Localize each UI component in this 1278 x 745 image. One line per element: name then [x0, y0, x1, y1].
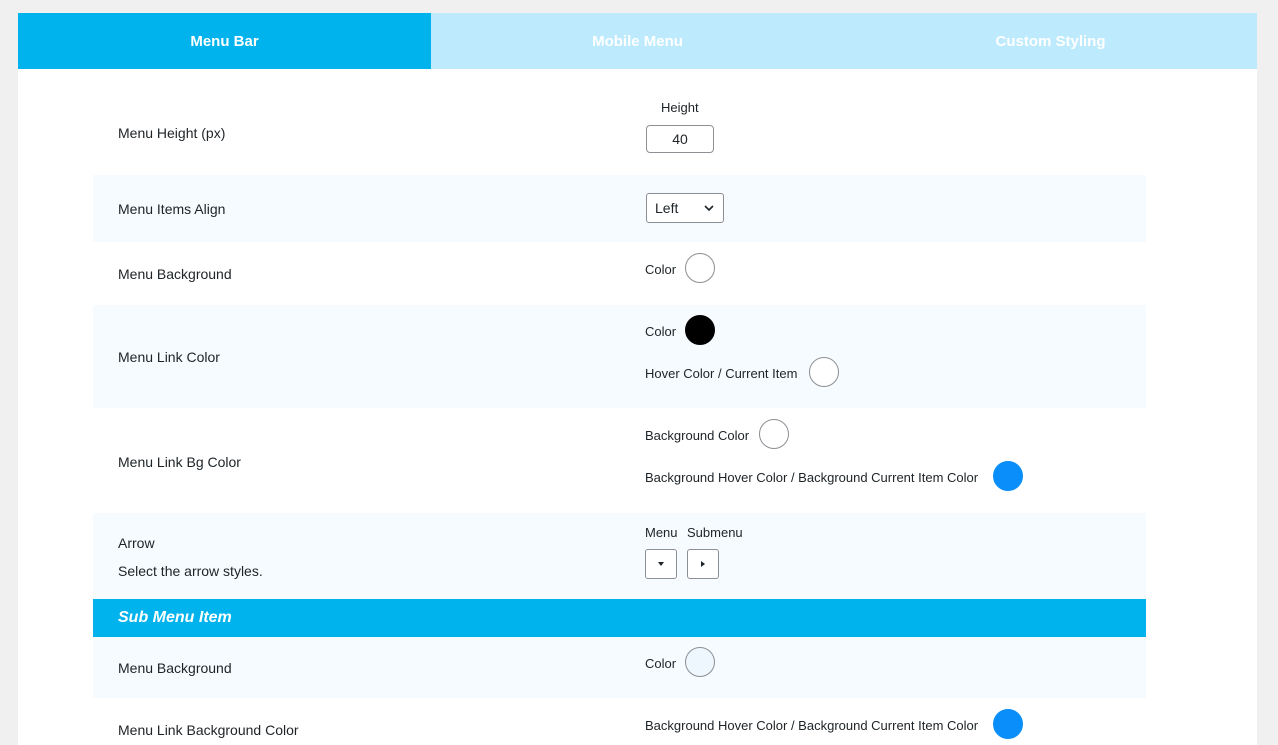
- menu-height-label: Menu Height (px): [118, 125, 226, 141]
- submenu-link-bg-hover-label: Background Hover Color / Background Current Item Color: [645, 718, 979, 733]
- row-link-color: [93, 305, 1146, 408]
- link-hover-color-label: Hover Color / Current Item: [645, 366, 798, 381]
- tab-mobile-menu[interactable]: Mobile Menu: [592, 32, 683, 50]
- link-bg-label: Menu Link Bg Color: [118, 454, 241, 470]
- sub-menu-heading-text: Sub Menu Item: [118, 609, 232, 626]
- arrow-description: Select the arrow styles.: [118, 563, 263, 579]
- submenu-background-swatch[interactable]: [685, 647, 715, 677]
- submenu-background-label: Menu Background: [118, 660, 232, 676]
- items-align-select[interactable]: [646, 193, 724, 223]
- arrow-menu-label: Menu: [645, 525, 678, 540]
- menu-background-color-swatch[interactable]: [685, 253, 715, 283]
- link-color-swatch[interactable]: [685, 315, 715, 345]
- chevron-down-icon: [703, 202, 715, 214]
- arrow-submenu-label: Submenu: [687, 525, 743, 540]
- tab-bar: [18, 13, 1257, 69]
- submenu-arrow-picker[interactable]: [687, 549, 719, 579]
- link-bg-color-swatch[interactable]: [759, 419, 789, 449]
- sub-menu-section-heading: [93, 599, 1146, 637]
- link-bg-hover-label: Background Hover Color / Background Current Item Color: [645, 470, 979, 485]
- submenu-link-bg-label: Menu Link Background Color: [118, 722, 299, 738]
- row-menu-background: [93, 243, 1146, 304]
- row-link-bg: [93, 409, 1146, 512]
- row-submenu-link-bg: [93, 699, 1146, 745]
- arrow-label: Arrow: [118, 535, 155, 551]
- height-field-label: Height: [661, 100, 699, 115]
- triangle-right-icon: [699, 560, 707, 568]
- menu-background-label: Menu Background: [118, 266, 232, 282]
- link-color-label: Menu Link Color: [118, 349, 220, 365]
- link-hover-color-swatch[interactable]: [809, 357, 839, 387]
- submenu-background-color-label: Color: [645, 656, 677, 671]
- items-align-label: Menu Items Align: [118, 201, 226, 217]
- tab-menu-bar[interactable]: Menu Bar: [18, 13, 431, 69]
- submenu-link-bg-hover-swatch[interactable]: [993, 709, 1023, 739]
- row-arrow: [93, 513, 1146, 599]
- row-submenu-background: [93, 637, 1146, 698]
- link-bg-hover-swatch[interactable]: [993, 461, 1023, 491]
- triangle-down-icon: [657, 560, 665, 568]
- menu-background-color-label: Color: [645, 262, 677, 277]
- menu-arrow-picker[interactable]: [645, 549, 677, 579]
- items-align-selected: Left: [655, 200, 679, 216]
- link-bg-color-label: Background Color: [645, 428, 750, 443]
- row-items-align: [93, 175, 1146, 242]
- tab-custom-styling[interactable]: Custom Styling: [995, 32, 1106, 50]
- menu-height-input[interactable]: [646, 125, 714, 153]
- row-menu-height: [93, 82, 1146, 174]
- link-color-color-label: Color: [645, 324, 677, 339]
